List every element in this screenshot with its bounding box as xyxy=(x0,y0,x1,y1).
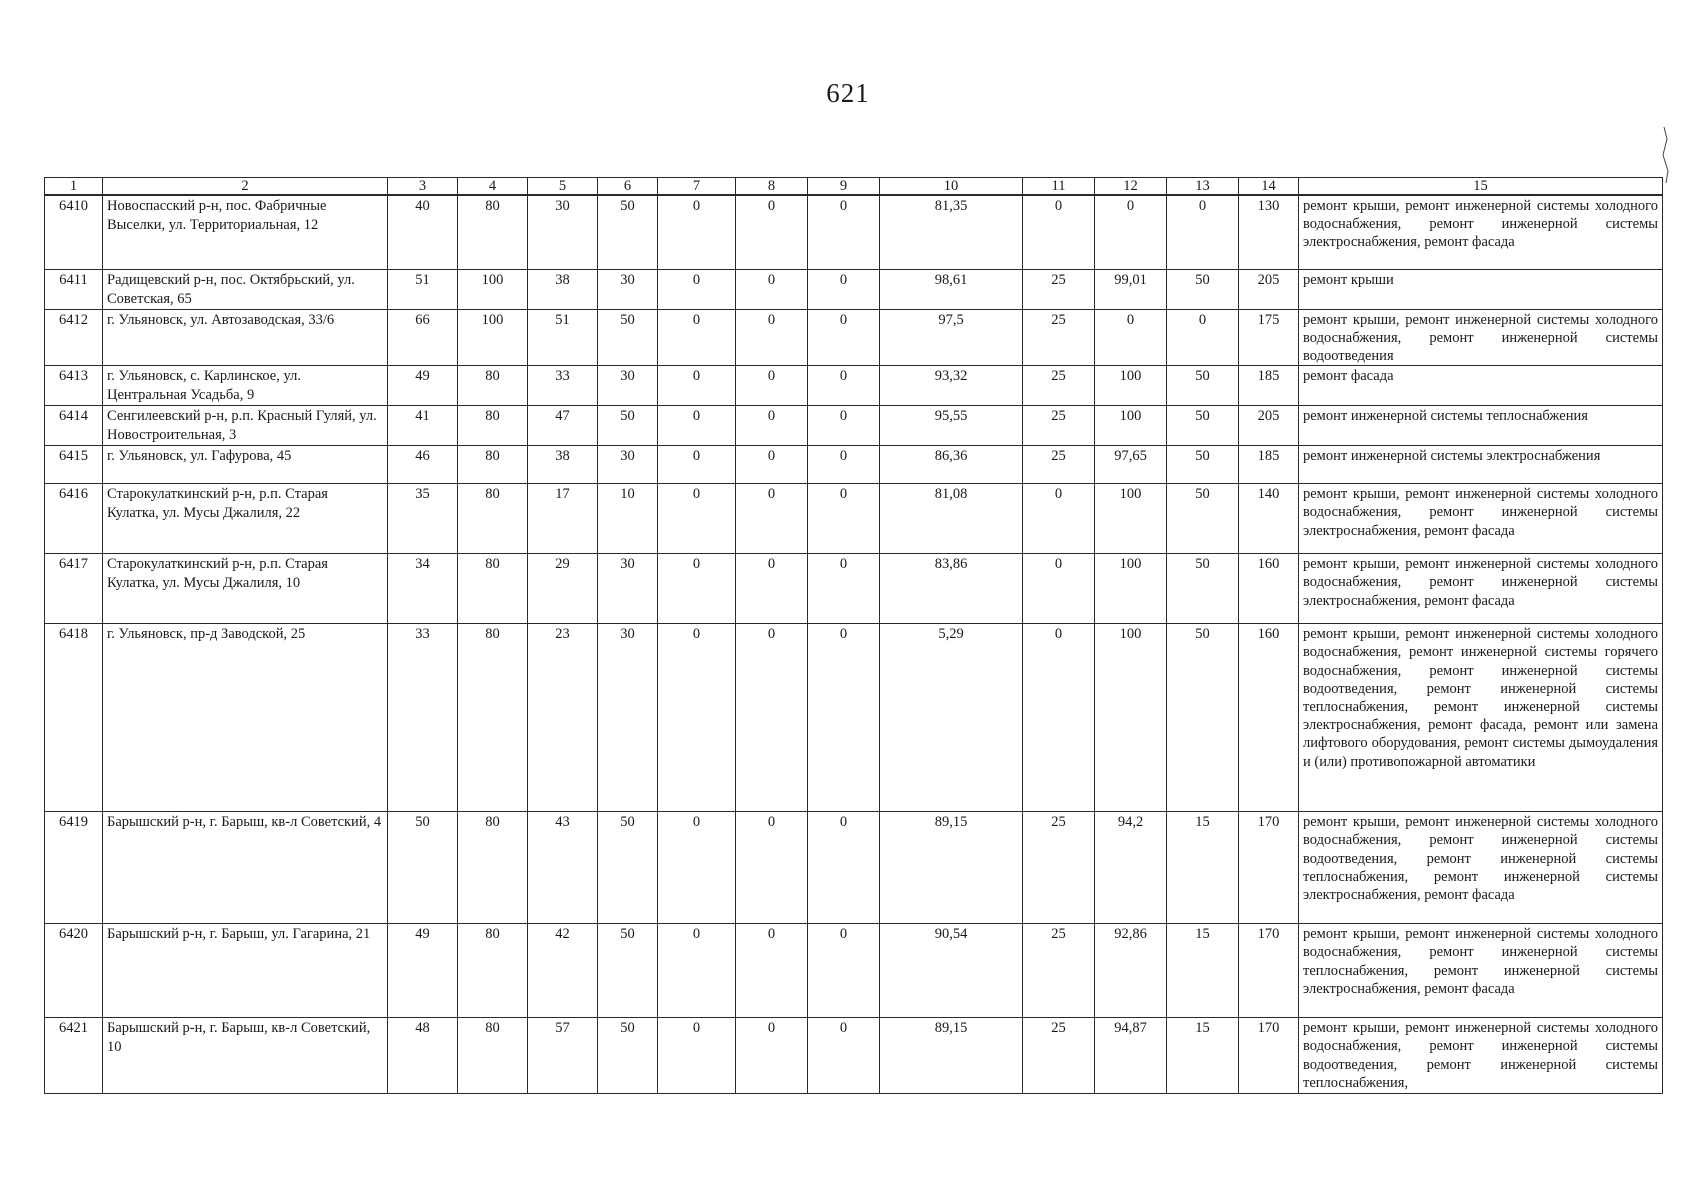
col14-cell: 205 xyxy=(1239,269,1299,309)
col9-cell: 0 xyxy=(808,924,880,1018)
col6-cell: 30 xyxy=(598,554,658,624)
col8-cell: 0 xyxy=(736,406,808,446)
col13-cell: 50 xyxy=(1167,406,1239,446)
col5-cell: 29 xyxy=(528,554,598,624)
table-row xyxy=(45,269,1663,309)
col11-cell: 25 xyxy=(1023,924,1095,1018)
col8-cell: 0 xyxy=(736,446,808,484)
col11-cell: 25 xyxy=(1023,366,1095,406)
col13-cell: 15 xyxy=(1167,924,1239,1018)
row-id-cell: 6418 xyxy=(45,624,103,812)
col10-cell: 90,54 xyxy=(880,924,1023,1018)
col7-cell: 0 xyxy=(658,812,736,924)
col3-cell: 41 xyxy=(388,406,458,446)
col7-cell: 0 xyxy=(658,366,736,406)
col8-cell: 0 xyxy=(736,624,808,812)
col6-cell: 30 xyxy=(598,446,658,484)
col4-cell: 100 xyxy=(458,269,528,309)
col6-cell: 30 xyxy=(598,624,658,812)
col8-cell: 0 xyxy=(736,484,808,554)
col8-cell: 0 xyxy=(736,1018,808,1094)
col9-cell: 0 xyxy=(808,309,880,366)
column-header: 13 xyxy=(1167,178,1239,196)
col13-cell: 0 xyxy=(1167,309,1239,366)
works-cell: ремонт крыши, ремонт инженерной системы холодного водоснабжения, ремонт инженерной системы теплоснабжения, ремонт инженерной системы электроснабжения, ремонт фасада xyxy=(1299,924,1663,1018)
table-row xyxy=(45,366,1663,406)
column-header: 9 xyxy=(808,178,880,196)
col4-cell: 80 xyxy=(458,554,528,624)
col6-cell: 30 xyxy=(598,366,658,406)
col11-cell: 25 xyxy=(1023,1018,1095,1094)
address-cell: Сенгилеевский р-н, р.п. Красный Гуляй, ул. Новостроительная, 3 xyxy=(103,406,388,446)
works-cell: ремонт фасада xyxy=(1299,366,1663,406)
col12-cell: 99,01 xyxy=(1095,269,1167,309)
col5-cell: 17 xyxy=(528,484,598,554)
row-id-cell: 6417 xyxy=(45,554,103,624)
column-header: 6 xyxy=(598,178,658,196)
address-cell: г. Ульяновск, ул. Гафурова, 45 xyxy=(103,446,388,484)
col13-cell: 50 xyxy=(1167,366,1239,406)
col6-cell: 50 xyxy=(598,406,658,446)
column-header: 4 xyxy=(458,178,528,196)
table-row xyxy=(45,1018,1663,1094)
col9-cell: 0 xyxy=(808,366,880,406)
col12-cell: 0 xyxy=(1095,195,1167,269)
col10-cell: 93,32 xyxy=(880,366,1023,406)
column-header: 10 xyxy=(880,178,1023,196)
table-row xyxy=(45,406,1663,446)
column-header: 14 xyxy=(1239,178,1299,196)
column-header: 8 xyxy=(736,178,808,196)
row-id-cell: 6419 xyxy=(45,812,103,924)
col4-cell: 80 xyxy=(458,406,528,446)
col5-cell: 23 xyxy=(528,624,598,812)
column-header: 15 xyxy=(1299,178,1663,196)
col9-cell: 0 xyxy=(808,406,880,446)
col10-cell: 95,55 xyxy=(880,406,1023,446)
col9-cell: 0 xyxy=(808,484,880,554)
margin-bracket-mark xyxy=(1660,125,1674,185)
col5-cell: 33 xyxy=(528,366,598,406)
col12-cell: 100 xyxy=(1095,484,1167,554)
address-cell: Старокулаткинский р-н, р.п. Старая Кулатка, ул. Мусы Джалиля, 10 xyxy=(103,554,388,624)
col10-cell: 89,15 xyxy=(880,1018,1023,1094)
col5-cell: 30 xyxy=(528,195,598,269)
col3-cell: 49 xyxy=(388,924,458,1018)
works-cell: ремонт крыши xyxy=(1299,269,1663,309)
col5-cell: 51 xyxy=(528,309,598,366)
col4-cell: 100 xyxy=(458,309,528,366)
col4-cell: 80 xyxy=(458,446,528,484)
col5-cell: 42 xyxy=(528,924,598,1018)
page-number: 621 xyxy=(826,78,870,108)
col7-cell: 0 xyxy=(658,309,736,366)
col12-cell: 94,87 xyxy=(1095,1018,1167,1094)
column-header: 7 xyxy=(658,178,736,196)
col4-cell: 80 xyxy=(458,1018,528,1094)
col6-cell: 50 xyxy=(598,1018,658,1094)
row-id-cell: 6412 xyxy=(45,309,103,366)
col10-cell: 81,35 xyxy=(880,195,1023,269)
col10-cell: 98,61 xyxy=(880,269,1023,309)
col9-cell: 0 xyxy=(808,269,880,309)
works-cell: ремонт крыши, ремонт инженерной системы холодного водоснабжения, ремонт инженерной системы электроснабжения, ремонт фасада xyxy=(1299,195,1663,269)
col3-cell: 51 xyxy=(388,269,458,309)
address-cell: Старокулаткинский р-н, р.п. Старая Кулатка, ул. Мусы Джалиля, 22 xyxy=(103,484,388,554)
col14-cell: 160 xyxy=(1239,624,1299,812)
table-row xyxy=(45,812,1663,924)
address-cell: Радищевский р-н, пос. Октябрьский, ул. Советская, 65 xyxy=(103,269,388,309)
col5-cell: 57 xyxy=(528,1018,598,1094)
col4-cell: 80 xyxy=(458,812,528,924)
col14-cell: 205 xyxy=(1239,406,1299,446)
col5-cell: 38 xyxy=(528,446,598,484)
works-cell: ремонт крыши, ремонт инженерной системы холодного водоснабжения, ремонт инженерной системы водоотведения, ремонт инженерной системы теплоснабжения, xyxy=(1299,1018,1663,1094)
col9-cell: 0 xyxy=(808,446,880,484)
col14-cell: 160 xyxy=(1239,554,1299,624)
col5-cell: 47 xyxy=(528,406,598,446)
col8-cell: 0 xyxy=(736,366,808,406)
col12-cell: 100 xyxy=(1095,366,1167,406)
col4-cell: 80 xyxy=(458,484,528,554)
row-id-cell: 6411 xyxy=(45,269,103,309)
col11-cell: 25 xyxy=(1023,269,1095,309)
col7-cell: 0 xyxy=(658,195,736,269)
works-cell: ремонт крыши, ремонт инженерной системы холодного водоснабжения, ремонт инженерной системы водоотведения, ремонт инженерной системы теплоснабжения, ремонт инженерной системы электроснабжения, ремонт фасада xyxy=(1299,812,1663,924)
col9-cell: 0 xyxy=(808,624,880,812)
col9-cell: 0 xyxy=(808,554,880,624)
row-id-cell: 6420 xyxy=(45,924,103,1018)
column-header: 12 xyxy=(1095,178,1167,196)
col11-cell: 0 xyxy=(1023,195,1095,269)
col14-cell: 170 xyxy=(1239,924,1299,1018)
col10-cell: 86,36 xyxy=(880,446,1023,484)
address-cell: г. Ульяновск, ул. Автозаводская, 33/6 xyxy=(103,309,388,366)
col9-cell: 0 xyxy=(808,1018,880,1094)
col6-cell: 50 xyxy=(598,812,658,924)
table-row xyxy=(45,924,1663,1018)
col14-cell: 175 xyxy=(1239,309,1299,366)
col14-cell: 130 xyxy=(1239,195,1299,269)
column-header: 2 xyxy=(103,178,388,196)
col9-cell: 0 xyxy=(808,812,880,924)
repair-program-table xyxy=(44,177,1663,1094)
col8-cell: 0 xyxy=(736,195,808,269)
col11-cell: 0 xyxy=(1023,624,1095,812)
col11-cell: 25 xyxy=(1023,446,1095,484)
col7-cell: 0 xyxy=(658,484,736,554)
col7-cell: 0 xyxy=(658,924,736,1018)
table-row xyxy=(45,484,1663,554)
col8-cell: 0 xyxy=(736,309,808,366)
col8-cell: 0 xyxy=(736,269,808,309)
col7-cell: 0 xyxy=(658,624,736,812)
row-id-cell: 6421 xyxy=(45,1018,103,1094)
works-cell: ремонт крыши, ремонт инженерной системы холодного водоснабжения, ремонт инженерной системы электроснабжения, ремонт фасада xyxy=(1299,554,1663,624)
col10-cell: 89,15 xyxy=(880,812,1023,924)
col4-cell: 80 xyxy=(458,195,528,269)
col5-cell: 38 xyxy=(528,269,598,309)
col14-cell: 140 xyxy=(1239,484,1299,554)
col10-cell: 81,08 xyxy=(880,484,1023,554)
address-cell: Барышский р-н, г. Барыш, ул. Гагарина, 21 xyxy=(103,924,388,1018)
row-id-cell: 6410 xyxy=(45,195,103,269)
column-header: 3 xyxy=(388,178,458,196)
column-header: 1 xyxy=(45,178,103,196)
works-cell: ремонт крыши, ремонт инженерной системы холодного водоснабжения, ремонт инженерной системы электроснабжения, ремонт фасада xyxy=(1299,484,1663,554)
col12-cell: 94,2 xyxy=(1095,812,1167,924)
works-cell: ремонт крыши, ремонт инженерной системы холодного водоснабжения, ремонт инженерной системы горячего водоснабжения, ремонт инженерной системы водоотведения, ремонт инженерной системы теплоснабжения, ремонт инженерной системы электроснабжения, ремонт фасада, ремонт или замена лифтового оборудования, ремонт системы дымоудаления и (или) противопожарной автоматики xyxy=(1299,624,1663,812)
col8-cell: 0 xyxy=(736,554,808,624)
col3-cell: 66 xyxy=(388,309,458,366)
col3-cell: 33 xyxy=(388,624,458,812)
col12-cell: 97,65 xyxy=(1095,446,1167,484)
col4-cell: 80 xyxy=(458,366,528,406)
col6-cell: 30 xyxy=(598,269,658,309)
col13-cell: 0 xyxy=(1167,195,1239,269)
address-cell: Новоспасский р-н, пос. Фабричные Выселки, ул. Территориальная, 12 xyxy=(103,195,388,269)
col13-cell: 15 xyxy=(1167,812,1239,924)
col7-cell: 0 xyxy=(658,406,736,446)
works-cell: ремонт крыши, ремонт инженерной системы холодного водоснабжения, ремонт инженерной системы водоотведения xyxy=(1299,309,1663,366)
col13-cell: 50 xyxy=(1167,484,1239,554)
col3-cell: 40 xyxy=(388,195,458,269)
col7-cell: 0 xyxy=(658,446,736,484)
col10-cell: 97,5 xyxy=(880,309,1023,366)
col13-cell: 50 xyxy=(1167,554,1239,624)
column-header: 5 xyxy=(528,178,598,196)
row-id-cell: 6415 xyxy=(45,446,103,484)
col12-cell: 92,86 xyxy=(1095,924,1167,1018)
table-row xyxy=(45,195,1663,269)
col14-cell: 170 xyxy=(1239,812,1299,924)
col3-cell: 34 xyxy=(388,554,458,624)
col3-cell: 49 xyxy=(388,366,458,406)
table-row xyxy=(45,446,1663,484)
col13-cell: 50 xyxy=(1167,624,1239,812)
col3-cell: 35 xyxy=(388,484,458,554)
col8-cell: 0 xyxy=(736,924,808,1018)
col6-cell: 50 xyxy=(598,924,658,1018)
col12-cell: 0 xyxy=(1095,309,1167,366)
col6-cell: 50 xyxy=(598,195,658,269)
col11-cell: 25 xyxy=(1023,812,1095,924)
col10-cell: 83,86 xyxy=(880,554,1023,624)
col14-cell: 185 xyxy=(1239,446,1299,484)
col4-cell: 80 xyxy=(458,924,528,1018)
col4-cell: 80 xyxy=(458,624,528,812)
col13-cell: 50 xyxy=(1167,269,1239,309)
address-cell: г. Ульяновск, с. Карлинское, ул. Центральная Усадьба, 9 xyxy=(103,366,388,406)
col11-cell: 0 xyxy=(1023,484,1095,554)
col12-cell: 100 xyxy=(1095,406,1167,446)
address-cell: г. Ульяновск, пр-д Заводской, 25 xyxy=(103,624,388,812)
col6-cell: 10 xyxy=(598,484,658,554)
column-header: 11 xyxy=(1023,178,1095,196)
address-cell: Барышский р-н, г. Барыш, кв-л Советский, 10 xyxy=(103,1018,388,1094)
col5-cell: 43 xyxy=(528,812,598,924)
row-id-cell: 6414 xyxy=(45,406,103,446)
address-cell: Барышский р-н, г. Барыш, кв-л Советский, 4 xyxy=(103,812,388,924)
col3-cell: 48 xyxy=(388,1018,458,1094)
col3-cell: 46 xyxy=(388,446,458,484)
col7-cell: 0 xyxy=(658,554,736,624)
col13-cell: 50 xyxy=(1167,446,1239,484)
col12-cell: 100 xyxy=(1095,624,1167,812)
column-number-header-row xyxy=(45,178,1663,196)
col7-cell: 0 xyxy=(658,1018,736,1094)
table-row xyxy=(45,309,1663,366)
col8-cell: 0 xyxy=(736,812,808,924)
col14-cell: 185 xyxy=(1239,366,1299,406)
col11-cell: 0 xyxy=(1023,554,1095,624)
works-cell: ремонт инженерной системы электроснабжения xyxy=(1299,446,1663,484)
col9-cell: 0 xyxy=(808,195,880,269)
works-cell: ремонт инженерной системы теплоснабжения xyxy=(1299,406,1663,446)
row-id-cell: 6413 xyxy=(45,366,103,406)
col3-cell: 50 xyxy=(388,812,458,924)
col6-cell: 50 xyxy=(598,309,658,366)
col13-cell: 15 xyxy=(1167,1018,1239,1094)
col12-cell: 100 xyxy=(1095,554,1167,624)
table-row xyxy=(45,624,1663,812)
col10-cell: 5,29 xyxy=(880,624,1023,812)
col11-cell: 25 xyxy=(1023,406,1095,446)
col7-cell: 0 xyxy=(658,269,736,309)
col11-cell: 25 xyxy=(1023,309,1095,366)
col14-cell: 170 xyxy=(1239,1018,1299,1094)
table-row xyxy=(45,554,1663,624)
row-id-cell: 6416 xyxy=(45,484,103,554)
